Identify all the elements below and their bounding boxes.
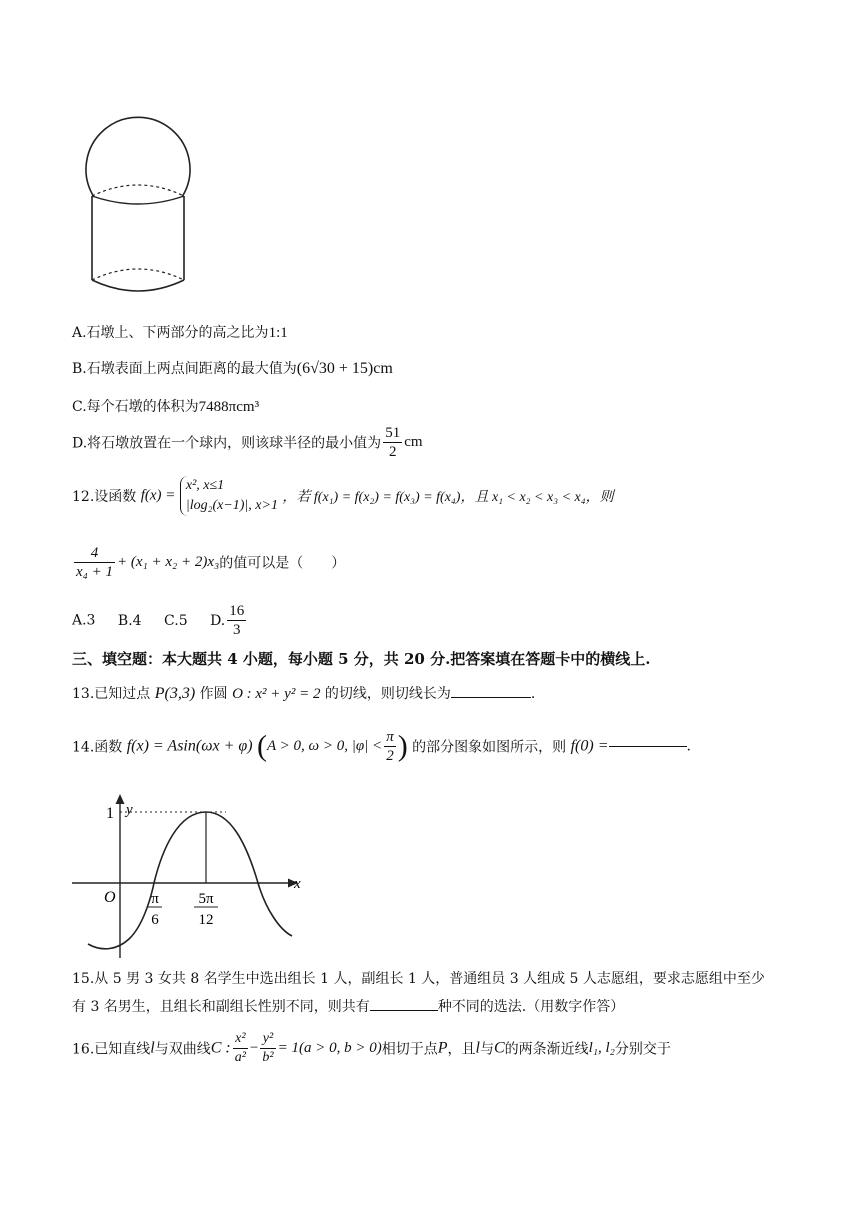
question-12-options: A.3 B.4 C.5 D. $\frac{16}{3}$ [72,603,245,638]
sine-curve [88,812,292,949]
x-tick-1-den: 6 [151,912,159,928]
question-13: 13.已知过点 P(3,3) 作圆 O : x² + y² = 2 的切线，则切线长为 . [72,685,536,702]
section-heading: 三、填空题：本大题共 4 小题，每小题 5 分，共 20 分.把答案填在答题卡中的横线上. [72,650,651,668]
answer-blank[interactable] [451,697,531,698]
q12-option-b: B.4 [117,612,142,629]
y-axis-arrow-icon [116,794,125,804]
x-tick-2-num: 5π [198,891,214,907]
x-axis-label: x [294,876,301,892]
answer-blank[interactable] [370,1010,438,1011]
y-axis-label: y [126,802,133,818]
option-c: C.每个石墩的体积为7488πcm³ [72,399,260,415]
question-15-line-2: 有 3 名男生，且组长和副组长性别不同，则共有 种不同的选法.（用数字作答） [72,999,625,1015]
option-a: A.石墩上、下两部分的高之比为1:1 [72,325,288,341]
question-14: 14.函数 f(x) = Asin(ωx + φ) (A > 0, ω > 0, |φ| < $\frac{\pi}{2}$ ) 的部分图象如图所示，则 f(0) = . [72,729,691,764]
y-tick-label: 1 [106,805,114,822]
question-12: 12.设函数 f(x) = x², x≤1 |log₂(x−1)|, x>1 ，若 f(x₁) = f(x₂) = f(x₃) = f(x₄)，且 x₁ < x₂ < x₃ < x₄，则 [72,476,614,516]
question-15-line-1: 15.从 5 男 3 女共 8 名学生中选出组长 1 人，副组长 1 人，普通组员 3 人组成 5 人志愿组，要求志愿组中至少 [72,971,765,987]
q12-option-d: D. [210,612,226,629]
question-16: 16.已知直线l与双曲线C : $\frac{\text{x²}}{\text{a²}}$ − $\frac{\text{y²}}{\text{b²}}$ = 1(a > 0, b > 0)相切于点P，且l与C的两条渐近线l₁, l₂分别交于 [72,1031,671,1065]
sine-graph [70,790,310,960]
stone-pier-figure [78,108,198,304]
x-tick-2-den: 12 [198,912,214,928]
question-12-expression: $\frac{4}{\text{x₄ + 1}}$ + (x₁ + x₂ + 2)x₃的值可以是（ ） [76,545,346,580]
answer-blank[interactable] [609,746,687,747]
option-b: B.石墩表面上两点间距离的最大值为(6√30 + 15)cm [72,360,393,377]
x-tick-1-num: π [151,891,159,907]
origin-label: O [104,889,116,906]
q12-option-a: A.3 [72,612,96,629]
option-d: D.将石墩放置在一个球内，则该球半径的最小值为 $\frac{51}{2}$ cm [72,425,423,460]
q12-option-c: C.5 [164,612,188,629]
